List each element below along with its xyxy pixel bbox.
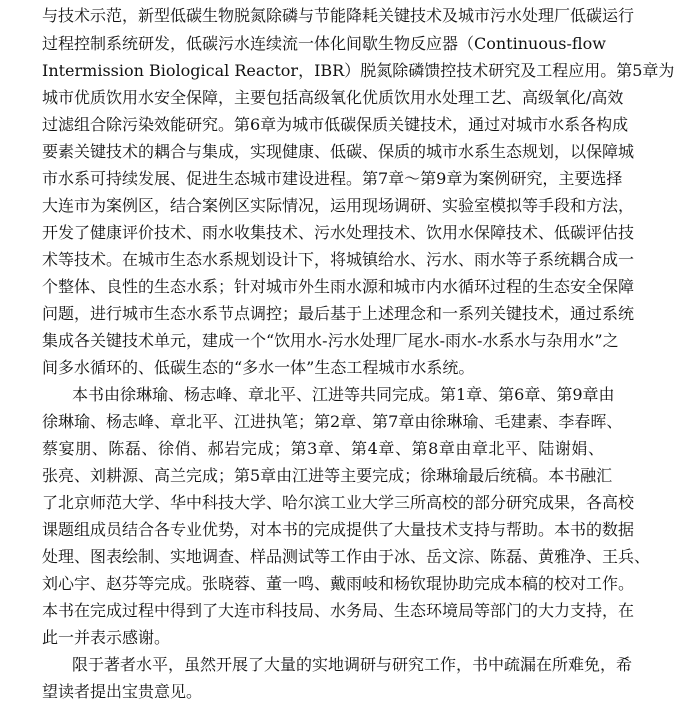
paragraph-line: Intermission Biological Reactor，IBR）脱氮除磷馈控技术研究及工程应用。第5章为 — [42, 61, 674, 80]
paragraph-line: 集成各关键技术单元，建成一个“饮用水-污水处理厂尾水-雨水-水系水与杂用水”之 — [42, 331, 619, 350]
paragraph-line: 过滤组合除污染效能研究。第6章为城市低碳保质关键技术，通过对城市水系各构成 — [42, 115, 629, 134]
paragraph-line: 了北京师范大学、华中科技大学、哈尔滨工业大学三所高校的部分研究成果，各高校 — [42, 493, 635, 512]
paragraph-line: 问题，进行城市生态水系节点调控；最后基于上述理念和一系列关键技术，通过系统 — [42, 304, 635, 323]
paragraph-line: 徐琳瑜、杨志峰、章北平、江进执笔；第2章、第7章由徐琳瑜、毛建素、李春晖、 — [42, 412, 623, 431]
paragraph-line: 市水系可持续发展、促进生态城市建设进程。第7章～第9章为案例研究，主要选择 — [42, 169, 623, 188]
paragraph-line: 大连市为案例区，结合案例区实际情况，运用现场调研、实验室模拟等手段和方法， — [42, 196, 635, 215]
paragraph-line: 与技术示范，新型低碳生物脱氮除磷与节能降耗关键技术及城市污水处理厂低碳运行 — [42, 6, 635, 25]
paragraph-line: 过程控制系统研发，低碳污水连续流一体化间歇生物反应器（Continuous-flow — [42, 34, 606, 53]
paragraph-line: 间多水循环的、低碳生态的“多水一体”生态工程城市水系统。 — [42, 358, 475, 377]
paragraph-first-line: 限于著者水平，虽然开展了大量的实地调研与研究工作，书中疏漏在所难免，希 — [72, 655, 633, 674]
paragraph-line: 本书在完成过程中得到了大连市科技局、水务局、生态环境局等部门的大力支持，在 — [42, 601, 635, 620]
paragraph-line: 望读者提出宝贵意见。 — [42, 682, 203, 701]
paragraph-line: 此一并表示感谢。 — [42, 628, 171, 647]
paragraph-line: 要素关键技术的耦合与集成，实现健康、低碳、保质的城市水系生态规划，以保障城 — [42, 142, 635, 161]
paragraph-line: 张亮、刘耕源、高兰完成；第5章由江进等主要完成；徐琳瑜最后统稿。本书融汇 — [42, 466, 613, 485]
paragraph-line: 蔡宴朋、陈磊、徐俏、郝岩完成；第3章、第4章、第8章由章北平、陆谢娟、 — [42, 439, 604, 458]
paragraph-line: 术等技术。在城市生态水系规划设计下，将城镇给水、污水、雨水等子系统耦合成一 — [42, 250, 635, 269]
paragraph-line: 刘心宇、赵芬等完成。张晓蓉、董一鸣、戴雨岐和杨钦琨协助完成本稿的校对工作。 — [42, 574, 635, 593]
paragraph-line: 处理、图表绘制、实地调查、样品测试等工作由于冰、岳文淙、陈磊、黄雅净、王兵、 — [42, 547, 651, 566]
paragraph-first-line: 本书由徐琳瑜、杨志峰、章北平、江进等共同完成。第1章、第6章、第9章由 — [72, 385, 615, 404]
paragraph-line: 城市优质饮用水安全保障，主要包括高级氧化优质饮用水处理工艺、高级氧化/高效 — [42, 88, 624, 107]
paragraph-line: 个整体、良性的生态水系；针对城市外生雨水源和城市内水循环过程的生态安全保障 — [42, 277, 635, 296]
paragraph-line: 开发了健康评价技术、雨水收集技术、污水处理技术、饮用水保障技术、低碳评估技 — [42, 223, 635, 242]
paragraph-line: 课题组成员结合各专业优势，对本书的完成提供了大量技术支持与帮助。本书的数据 — [42, 520, 635, 539]
